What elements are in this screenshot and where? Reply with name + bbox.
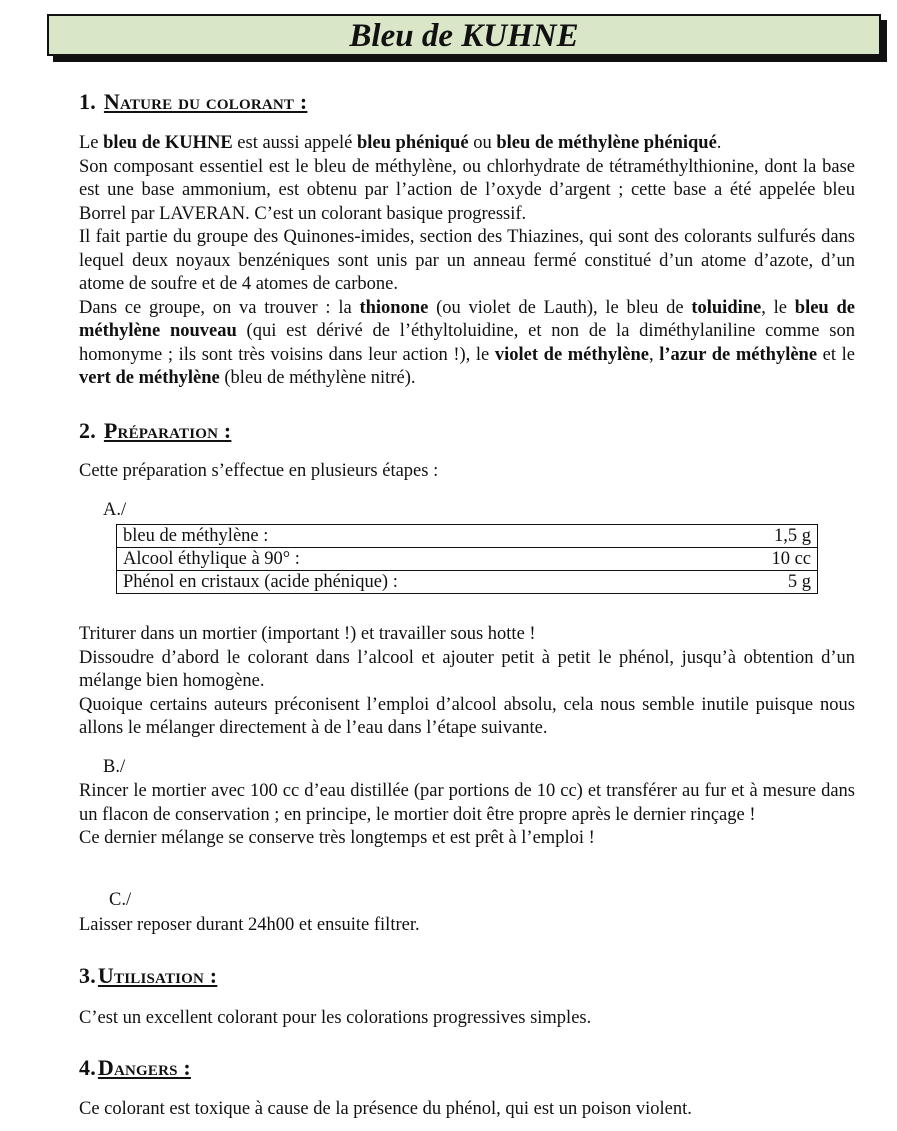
step-c-text: Laisser reposer durant 24h00 et ensuite filtrer. xyxy=(79,915,420,935)
section-3-title: Utilisation : xyxy=(97,963,218,988)
section-2-title: Préparation : xyxy=(103,418,232,443)
section-1-number: 1. xyxy=(79,89,96,114)
section-1-title: Nature du colorant : xyxy=(103,89,308,114)
section-1-heading xyxy=(79,89,307,115)
section-3-heading xyxy=(79,963,217,989)
ingredient-quantity: 1,5 g xyxy=(725,525,818,548)
step-a-text-2: Dissoudre d’abord le colorant dans l’alcool et ajouter petit à petit le phénol, jusqu’à obtention d’un mélange bien homogène. xyxy=(79,647,855,691)
step-a-label: A./ xyxy=(103,500,127,520)
ingredient-quantity: 5 g xyxy=(725,571,818,594)
page-title: Bleu de KUHNE xyxy=(349,18,579,54)
ingredient-name: Alcool éthylique à 90° : xyxy=(117,548,726,571)
paragraph-family: Dans ce groupe, on va trouver : la thionone (ou violet de Lauth), le bleu de toluidine, le bleu de méthylène nouveau (qui est dérivé de l’éthyltoluidine, et non de la diméthylaniline comme son homonyme ; ils sont très voisins dans leur action !), le violet de méthylène, l’azur de méthylène et le vert de méthylène (bleu de méthylène nitré). xyxy=(79,297,856,388)
ingredients-table xyxy=(116,524,818,594)
ingredient-name: bleu de méthylène : xyxy=(117,525,726,548)
usage-text: C’est un excellent colorant pour les colorations progressives simples. xyxy=(79,1008,592,1028)
section-3-number: 3. xyxy=(79,963,96,988)
ingredient-name: Phénol en cristaux (acide phénique) : xyxy=(117,571,726,594)
step-a-body xyxy=(79,623,855,741)
step-b-body xyxy=(79,780,855,851)
table-row xyxy=(117,548,818,571)
step-b-label: B./ xyxy=(103,757,126,777)
step-b-text-1: Rincer le mortier avec 100 cc d’eau distillée (par portions de 10 cc) et transférer au fur et à mesure dans un flacon de conservation ; en principe, le mortier doit être propre après le dernier rinçage ! xyxy=(79,781,855,825)
paragraph-group: Il fait partie du groupe des Quinones-imides, section des Thiazines, qui sont des colorants sulfurés dans lequel deux noyaux benzéniques sont unis par un anneau fermé constitué d’un atome d’azote, d’un atome de soufre et de 4 atomes de carbone. xyxy=(79,227,855,294)
preparation-intro: Cette préparation s’effectue en plusieurs étapes : xyxy=(79,461,439,481)
section-4-number: 4. xyxy=(79,1055,96,1080)
paragraph-names: Le bleu de KUHNE est aussi appelé bleu phéniqué ou bleu de méthylène phéniqué. xyxy=(79,133,722,153)
section-2-heading xyxy=(79,418,231,444)
step-c-label: C./ xyxy=(109,890,132,910)
section-4-title: Dangers : xyxy=(97,1055,191,1080)
step-b-text-2: Ce dernier mélange se conserve très longtemps et est prêt à l’emploi ! xyxy=(79,828,595,848)
section-2-number: 2. xyxy=(79,418,96,443)
table-row xyxy=(117,525,818,548)
danger-text: Ce colorant est toxique à cause de la présence du phénol, qui est un poison violent. xyxy=(79,1099,692,1119)
ingredient-quantity: 10 cc xyxy=(725,548,818,571)
paragraph-composition: Son composant essentiel est le bleu de méthylène, ou chlorhydrate de tétraméthylthionine, dont la base est une base ammonium, est obtenu par l’action de l’oxyde d’argent ; cette base a été appelée bleu Borrel par LAVERAN. C’est un colorant basique progressif. xyxy=(79,156,855,224)
page-title-box xyxy=(47,14,881,56)
step-a-text-1: Triturer dans un mortier (important !) et travailler sous hotte ! xyxy=(79,624,536,644)
step-a-text-3: Quoique certains auteurs préconisent l’emploi d’alcool absolu, cela nous semble inutile puisque nous allons le mélanger directement à de l’eau dans l’étape suivante. xyxy=(79,694,855,738)
section-4-heading xyxy=(79,1055,191,1081)
table-row xyxy=(117,571,818,594)
section-1-body xyxy=(79,132,855,391)
